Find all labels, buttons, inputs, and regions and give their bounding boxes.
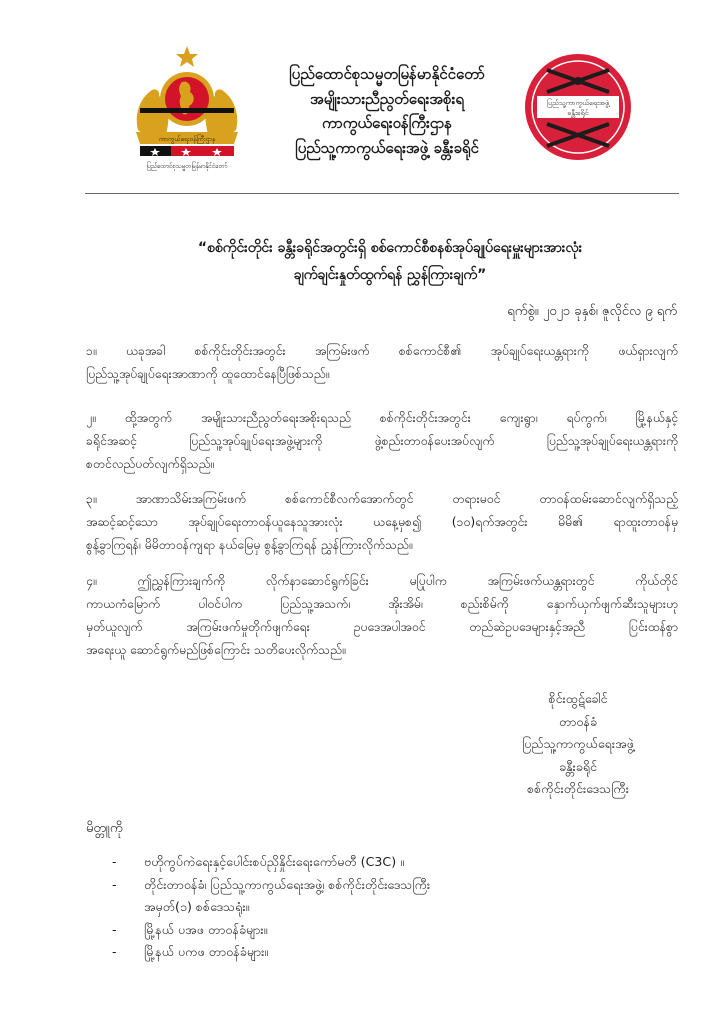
cc-dash: - (112, 876, 117, 892)
pdf-district-badge-icon (523, 52, 633, 162)
paragraph-2 (86, 407, 678, 476)
cc-item-text: ဗဟိုကွပ်ကဲရေးနှင့်ပေါင်းစပ်ညှိနှိုင်းရေးကော်မတီ (C3C) ။ (144, 854, 404, 869)
paragraph-text: အာဏာသိမ်းအကြမ်းဖက် စစ်ကောင်စီလက်အောက်တွင် တရားမဝင် တာဝန်ထမ်းဆောင်လျက်ရှိသည့် (135, 492, 678, 506)
cc-item-text: မြို့နယ် ပကဖ တာဝန်ခံများ။ (144, 944, 269, 960)
paragraph-line (86, 488, 678, 511)
cc-item (112, 851, 672, 874)
signatory-org: ပြည်သူ့ကာကွယ်ရေးအဖွဲ့ (522, 736, 634, 751)
title-line: “စစ်ကိုင်းတိုင်း ခန္တီးခရိုင်အတွင်းရှိ စစ်ကောင်စီစနစ်အုပ်ချုပ်ရေးမှူးများအားလုံး (197, 240, 583, 256)
cc-list (112, 851, 672, 964)
paragraph-number: ၃။ (86, 492, 97, 506)
paragraph-line: စွန့်ခွာကြရန်၊ မိမိတာဝန်ကျရာ နယ်မြေမှ စွန့်ခွာကြရန် ညွှန်ကြားလိုက်သည်။ (86, 538, 413, 552)
paragraph-line: မှတ်ယူလျက် အကြမ်းဖက်မှုတိုက်ဖျက်ရေး ဥပဒေအပါအဝင် တည်ဆဲဥပဒေများနှင့်အညီ ပြင်းထန်စွာ (86, 620, 678, 634)
signatory-region: စစ်ကိုင်းတိုင်းဒေသကြီး (527, 781, 629, 796)
state-seal-icon (126, 44, 248, 172)
header-line: ပြည်ထောင်စုသမ္မတမြန်မာနိုင်ငံတော် (289, 65, 485, 83)
paragraph-number: ၄။ (86, 574, 97, 588)
header-line: ပြည်သူ့ကာကွယ်ရေးအဖွဲ့ ခန္တီးခရိုင် (295, 138, 479, 157)
signatory-name: စိုင်းထွဋ်ခေါင် (548, 691, 608, 706)
header-line: အမျိုးသားညီညွတ်ရေးအစိုးရ (310, 89, 464, 108)
paragraph-3 (86, 488, 678, 557)
header-block (252, 62, 522, 160)
cc-item-text: မြို့နယ် ပအဖ တာဝန်ခံများ။ (144, 921, 268, 937)
header-divider (85, 193, 679, 194)
cc-item (112, 874, 672, 919)
signature-block (468, 688, 688, 801)
cc-item (112, 919, 672, 942)
paragraph-line: ပြည်သူ့အုပ်ချုပ်ရေးအာဏာကို ထူထောင်နေပြီဖြစ်သည်။ (86, 367, 330, 381)
paragraph-line: စတင်လည်ပတ်လျက်ရှိသည်။ (86, 457, 215, 471)
cc-heading: မိတ္တူကို (86, 821, 123, 836)
paragraph-line: အဆင့်ဆင့်သော အုပ်ချုပ်ရေးတာဝန်ယူနေသူအားလုံး ယနေ့မှစ၍ (၁၀)ရက်အတွင်း မိမိ၏ ရာထူးတာဝန်မှ (86, 515, 678, 529)
header-line: ကာကွယ်ရေးဝန်ကြီးဌာန (321, 114, 453, 132)
signatory-district: ခန္တီးခရိုင် (558, 758, 598, 774)
cc-dash: - (112, 944, 117, 960)
cc-item-text: တိုင်းတာဝန်ခံ၊ ပြည်သူ့ကာကွယ်ရေးအဖွဲ့၊ စစ်ကိုင်းတိုင်းဒေသကြီး (144, 876, 431, 892)
svg-text:ခန္တီးခရိုင်: ခန္တီးခရိုင် (567, 109, 589, 117)
paragraph-line (86, 407, 678, 430)
paragraph-line: အရေးယူ ဆောင်ရွက်မည်ဖြစ်ကြောင်း သတိပေးလိုက်သည်။ (86, 643, 346, 657)
cc-dash: - (112, 854, 117, 869)
document-title (120, 235, 660, 289)
paragraph-text: ထို့အတွက် အမျိုးသားညီညွတ်ရေးအစိုးရသည် စစ်ကိုင်းတိုင်းအတွင်း ကျေးရွာ၊ ရပ်ကွက်၊ မြို့နယ်နှင့် (124, 411, 678, 425)
signatory-title: တာဝန်ခံ (558, 713, 598, 729)
cc-dash: - (112, 921, 117, 937)
reference-date: ရက်စွဲ။ ၂၀၂၁ ခုနှစ်၊ ဇူလိုင်လ ၉ ရက် (507, 304, 677, 319)
paragraph-line: ကာယကံမြောက် ပါဝင်ပါက ပြည်သူ့အသက်၊ အိုးအိမ်၊ စည်းစိမ်ကို နှောက်ယှက်ဖျက်ဆီးသူများဟု (86, 597, 678, 611)
paragraph-text: ဤညွှန်ကြားချက်ကို လိုက်နာဆောင်ရွက်ခြင်း မပြုပါက အကြမ်းဖက်ယန္တရားတွင် ကိုယ်တိုင် (137, 574, 678, 588)
paragraph-number: ၂။ (86, 411, 96, 425)
svg-text:ပြည်ထောင်စုသမ္မတမြန်မာနိုင်ငံတ: ပြည်ထောင်စုသမ္မတမြန်မာနိုင်ငံတော် (146, 163, 228, 170)
cc-item-text-continued: အမှတ်(၁) စစ်ဒေသရုံး။ (144, 899, 250, 915)
paragraph-1 (86, 340, 678, 386)
paragraph-line: ခရိုင်အဆင့် ပြည်သူ့အုပ်ချုပ်ရေးအဖွဲ့များကို ဖွဲ့စည်းတာဝန်ပေးအပ်လျက် ပြည်သူ့အုပ်ချုပ်ရေးယန္တရားကို (86, 434, 678, 448)
cc-item (112, 941, 672, 964)
paragraph-text: ယခုအခါ စစ်ကိုင်းတိုင်းအတွင်း အကြမ်းဖက် စစ်ကောင်စီ၏ အုပ်ချုပ်ရေးယန္တရားကို ဖယ်ရှားလျက် (126, 344, 678, 358)
svg-text:ကာကွယ်ရေးဝန်ကြီးဌာန: ကာကွယ်ရေးဝန်ကြီးဌာန (158, 135, 216, 143)
paragraph-line (86, 340, 678, 363)
paragraph-number: ၁။ (86, 344, 97, 358)
svg-text:ပြည်သူ့ကာကွယ်ရေးအဖွဲ့: ပြည်သူ့ကာကွယ်ရေးအဖွဲ့ (546, 99, 610, 107)
paragraph-4 (86, 570, 678, 662)
paragraph-line (86, 570, 678, 593)
title-line: ချက်ချင်းနှုတ်ထွက်ရန် ညွှန်ကြားချက်” (293, 267, 487, 283)
